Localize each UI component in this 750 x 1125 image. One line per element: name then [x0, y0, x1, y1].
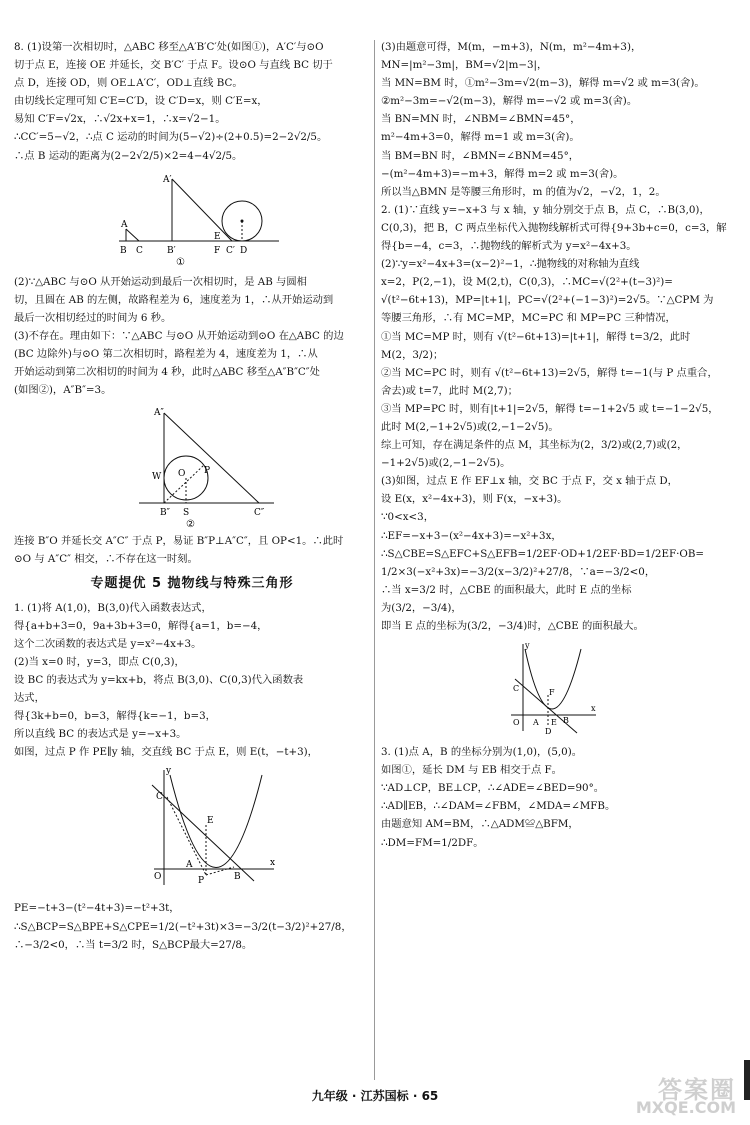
text-line: 连接 B″O 并延长交 A″C″ 于点 P，易证 B″P⊥A″C″，且 OP<1。∴此时 — [14, 535, 344, 548]
fig3-label: C — [156, 792, 163, 803]
text-line: (3)不存在。理由如下：∵△ABC 与⊙O 从开始运动到⊙O 在△ABC 的边 — [14, 329, 344, 342]
fig2-label: P — [204, 466, 211, 477]
fig4-label: A — [533, 718, 539, 728]
text-line: 如图①，延长 DM 与 EB 相交于点 F。 — [381, 764, 562, 777]
text-line: 由切线长定理可知 C′E=C′D，设 C′D=x，则 C′E=x， — [14, 95, 268, 108]
text-line: −(m²−4m+3)=−m+3，解得 m=2 或 m=3(舍)。 — [381, 167, 624, 180]
text-line: 此时 M(2,−1+2√5)或(2,−1−2√5)。 — [381, 420, 559, 433]
text-line: ∵0<x<3， — [381, 511, 435, 524]
text-line: x=2，P(2,−1)，设 M(2,t)，C(0,3)，∴MC=√(2²+(t−3)²)= — [381, 276, 673, 289]
page-edge-mark — [744, 1060, 750, 1100]
text-line: ∴S△BCP=S△BPE+S△CPE=1/2(−t²+3t)×3=−3/2(t−3/2)²+27/8， — [14, 920, 352, 933]
text-line: 2. (1)∵直线 y=−x+3 与 x 轴，y 轴分别交于点 B，点 C，∴B(3,0)， — [381, 203, 710, 216]
text-line: 1/2×3(−x²+3x)=−3/2(x−3/2)²+27/8，∵a=−3/2<0， — [381, 565, 656, 578]
text-line: 切，且圆在 AB 的左侧，故路程差为 6，速度差为 1，∴从开始运动到 — [14, 293, 334, 306]
text-line: ∴S△CBE=S△EFC+S△EFB=1/2EF·OD+1/2EF·BD=1/2EF·OB= — [381, 547, 705, 560]
fig2-label: W — [152, 472, 162, 483]
text-line: ∴EF=−x+3−(x²−4x+3)=−x²+3x， — [381, 529, 562, 542]
text-line: 舍去)或 t=7，此时 M(2,7)； — [381, 384, 518, 397]
text-line: (2)∵y=x²−4x+3=(x−2)²−1，∴抛物线的对称轴为直线 — [381, 258, 640, 271]
text-line: 如图，过点 P 作 PE∥y 轴，交直线 BC 于点 E，则 E(t，−t+3)， — [14, 746, 318, 759]
text-line: 得{3k+b=0，b=3，解得{k=−1，b=3， — [14, 710, 216, 723]
q1-part1 — [14, 599, 370, 762]
text-line: 得{b=−4，c=3，∴抛物线的解析式为 y=x²−4x+3。 — [381, 240, 637, 253]
text-line: C(0,3)，把 B，C 两点坐标代入抛物线解析式可得{9+3b+c=0，c=3，解 — [381, 221, 727, 234]
left-column — [14, 38, 370, 954]
text-line: 设 BC 的表达式为 y=kx+b，将点 B(3,0)、C(0,3)代入函数表 — [14, 673, 304, 686]
section-title: 专题提优 5 抛物线与特殊三角形 — [90, 575, 294, 591]
figure-2 — [134, 403, 370, 528]
text-line: 切于点 E，连接 OE 并延长，交 B′C′ 于点 F。设⊙O 与直线 BC 切于 — [14, 59, 333, 72]
text-line: 达式， — [14, 692, 45, 705]
fig2-label: O — [178, 469, 186, 480]
text-line: ⊙O 与 A″C″ 相交，∴不存在这一时刻。 — [14, 553, 198, 566]
figure-1-drawing — [114, 169, 284, 269]
q1-part3-and-q2 — [381, 38, 737, 635]
fig3-label: O — [154, 872, 162, 883]
figure-4-drawing — [501, 639, 601, 739]
column-divider — [374, 40, 375, 1080]
text-line: 这个二次函数的表达式是 y=x²−4x+3。 — [14, 637, 202, 650]
fig4-label: x — [591, 704, 596, 714]
fig2-label: B″ — [160, 508, 170, 519]
fig1-label: C′ — [226, 245, 235, 256]
text-line: 设 E(x，x²−4x+3)，则 F(x，−x+3)。 — [381, 493, 568, 506]
text-line: ∵AD⊥CP，BE⊥CP，∴∠ADE=∠BED=90°。 — [381, 782, 605, 795]
text-line: 得{a+b+3=0，9a+3b+3=0，解得{a=1，b=−4， — [14, 619, 268, 632]
text-line: (如图②)，A″B″=3。 — [14, 384, 112, 397]
text-line: ∴DM=FM=1/2DF。 — [381, 836, 484, 849]
page-footer: 九年级 · 江苏国标 · 65 — [311, 1089, 439, 1103]
text-line: PE=−t+3−(t²−4t+3)=−t²+3t， — [14, 902, 180, 915]
fig1-label: A′ — [163, 174, 172, 185]
fig1-label: E — [214, 231, 221, 242]
text-line: M(2，3/2)； — [381, 348, 444, 361]
fig4-label: B — [563, 716, 569, 726]
fig4-label: E — [551, 718, 557, 728]
fig1-label: B — [120, 245, 127, 256]
text-line: ①当 MC=MP 时，则有 √(t²−6t+13)=|t+1|，解得 t=3/2，此时 — [381, 330, 691, 343]
fig1-label: C — [136, 245, 143, 256]
fig1-caption: ① — [176, 256, 185, 268]
text-line: ②当 MC=PC 时，则有 √(t²−6t+13)=2√5，解得 t=−1(与 P 点重合， — [381, 366, 718, 379]
fig1-label: B′ — [167, 245, 176, 256]
q1-part2 — [14, 899, 370, 953]
right-column — [381, 38, 737, 852]
fig4-label: C — [513, 684, 520, 694]
text-line: 即当 E 点的坐标为(3/2，−3/4)时，△CBE 的面积最大。 — [381, 620, 644, 632]
fig1-label: D — [240, 245, 248, 256]
figure-1 — [114, 169, 370, 269]
text-line: ∴AD∥EB，∴∠DAM=∠FBM，∠MDA=∠MFB。 — [381, 800, 616, 813]
text-line: ∴−3/2<0，∴当 t=3/2 时，S△BCP最大=27/8。 — [14, 938, 253, 951]
text-line: 最后一次相切经过的时间为 6 秒。 — [14, 311, 172, 324]
fig2-label: S — [183, 508, 190, 519]
fig1-label: A — [121, 219, 128, 230]
fig3-label: B — [234, 872, 241, 883]
text-line: MN=|m²−3m|，BM=√2|m−3|， — [381, 59, 548, 72]
fig1-label: F — [214, 245, 221, 256]
text-line: ③当 MP=PC 时，则有|t+1|=2√5，解得 t=−1+2√5 或 t=−1−2√5， — [381, 402, 719, 415]
text-line: 当 BN=MN 时，∠NBM=∠BMN=45°， — [381, 113, 581, 126]
fig3-label: y — [166, 766, 172, 777]
text-line: m²−4m+3=0，解得 m=1 或 m=3(舍)。 — [381, 131, 580, 144]
text-line: 综上可知，存在满足条件的点 M，其坐标为(2，3/2)或(2,7)或(2， — [381, 439, 688, 452]
text-line: 由题意知 AM=BM，∴△ADM≌△BFM， — [381, 818, 579, 831]
text-line: 8. (1)设第一次相切时，△ABC 移至△A′B′C′处(如图①)，A′C′与⊙O — [14, 41, 324, 53]
text-line: ∴当 x=3/2 时，△CBE 的面积最大，此时 E 点的坐标 — [381, 583, 632, 596]
fig4-label: O — [513, 718, 520, 728]
text-line: 当 MN=BM 时，①m²−3m=√2(m−3)，解得 m=√2 或 m=3(舍)。 — [381, 77, 705, 90]
fig4-label: y — [525, 641, 530, 651]
text-line: 等腰三角形，∴有 MC=MP，MC=PC 和 MP=PC 三种情况， — [381, 312, 676, 325]
q8-part2 — [14, 273, 370, 400]
fig3-label: P — [198, 876, 205, 887]
watermark-logo-text: 答案圈 — [658, 1076, 736, 1104]
text-line: 1. (1)将 A(1,0)，B(3,0)代入函数表达式， — [14, 601, 212, 614]
figure-4 — [501, 639, 737, 739]
text-line: ∴CC′=5−√2，∴点 C 运动的时间为(5−√2)÷(2+0.5)=2−2√2/5。 — [14, 131, 328, 144]
text-line: 点 D，连接 OD，则 OE⊥A′C′，OD⊥直线 BC。 — [14, 77, 243, 90]
q8-part1 — [14, 38, 370, 165]
text-line: √(t²−6t+13)，MP=|t+1|，PC=√(2²+(−1−3)²)=2√5。∵△CPM 为 — [381, 294, 714, 307]
text-line: 易知 C′F=√2x，∴√2x+x=1，∴x=√2−1。 — [14, 113, 226, 126]
text-line: (2)∵△ABC 与⊙O 从开始运动到最后一次相切时，是 AB 与圆相 — [14, 275, 307, 288]
fig2-label: C″ — [254, 508, 265, 519]
figure-2-drawing — [134, 403, 284, 528]
text-line: ∴点 B 运动的距离为(2−2√2/5)×2=4−4√2/5。 — [14, 149, 243, 162]
watermark-url: MXQE.COM — [635, 1098, 736, 1117]
fig2-caption: ② — [186, 519, 195, 529]
text-line: 3. (1)点 A，B 的坐标分别为(1,0)，(5,0)。 — [381, 746, 583, 759]
text-line: 所以直线 BC 的表达式是 y=−x+3。 — [14, 728, 187, 741]
text-line: (BC 边除外)与⊙O 第二次相切时，路程差为 4，速度差为 1，∴从 — [14, 348, 318, 361]
fig3-label: x — [270, 858, 276, 869]
text-line: (3)由题意可得，M(m，−m+3)，N(m，m²−4m+3)， — [381, 41, 642, 53]
text-line: (2)当 x=0 时，y=3，即点 C(0,3)， — [14, 655, 185, 668]
text-line: 所以当△BMN 是等腰三角形时，m 的值为√2，−√2，1，2。 — [381, 185, 666, 198]
text-line: ②m²−3m=−√2(m−3)，解得 m=−√2 或 m=3(舍)。 — [381, 95, 638, 108]
text-line: 当 BM=BN 时，∠BMN=∠BNM=45°， — [381, 149, 580, 162]
text-line: (3)如图，过点 E 作 EF⊥x 轴，交 BC 于点 F，交 x 轴于点 D， — [381, 475, 678, 488]
q8-part3 — [14, 532, 370, 568]
figure-3-drawing — [134, 765, 284, 895]
text-line: −1+2√5)或(2,−1−2√5)。 — [381, 457, 511, 470]
fig4-label: D — [545, 727, 552, 737]
fig2-label: A″ — [154, 408, 164, 419]
fig3-label: E — [207, 816, 214, 827]
fig3-label: A — [186, 860, 193, 871]
text-line: 开始运动到第二次相切的时间为 4 秒，此时△ABC 移至△A″B″C″处 — [14, 366, 320, 379]
q3-part1 — [381, 743, 737, 852]
text-line: 为(3/2，−3/4)， — [381, 601, 462, 614]
fig4-label: F — [549, 688, 555, 698]
figure-3 — [134, 765, 370, 895]
watermark — [635, 1076, 736, 1117]
